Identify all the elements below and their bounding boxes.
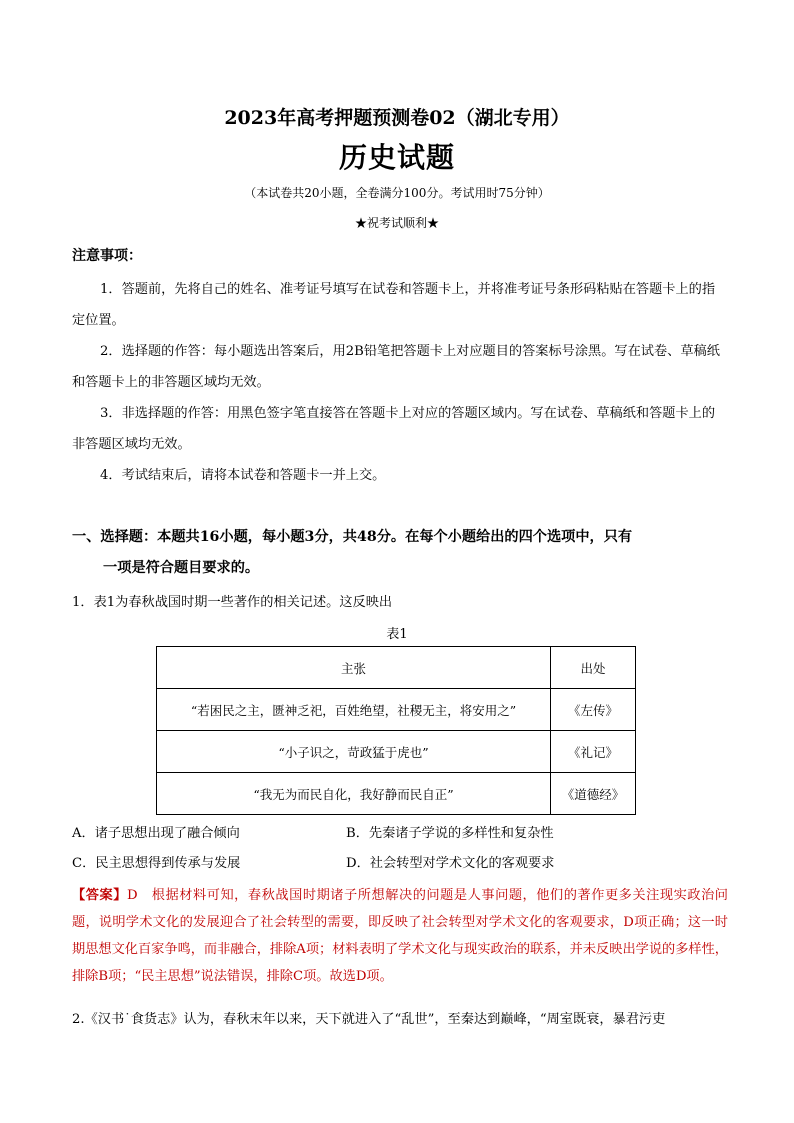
table-cell: “我无为而民自化，我好静而民自正” bbox=[157, 773, 551, 815]
table-cell: 《礼记》 bbox=[551, 731, 636, 773]
answer-text: D 根据材料可知，春秋战国时期诸子所想解决的问题是人事问题，他们的著作更多关注现实政治问题，说明学术文化的发展迎合了社会转型的需要，即反映了社会转型对学术文化的客观要求，D项正确；这一时期思想文化百家争鸣，而非融合，排除A项；材料表明了学术文化与现实政治的联系，并未反映出学说的多样性，排除B项；“民主思想”说法错误，排除C项。故选D项。 bbox=[72, 888, 728, 984]
question-2-stem: 2.《汉书˙食货志》认为，春秋末年以来，天下就进入了“乱世”，至秦达到巅峰，“周室既衰，暴君污吏 bbox=[72, 1012, 666, 1027]
option-d: D．社会转型对学术文化的客观要求 bbox=[346, 856, 555, 871]
exam-info: （本试卷共20小题，全卷满分100分。考试用时75分钟） bbox=[244, 186, 550, 200]
notice-item-3: 3．非选择题的作答：用黑色签字笔直接答在答题卡上对应的答题区域内。写在试卷、草稿纸和答题卡上的非答题区域均无效。 bbox=[72, 406, 716, 452]
table-cell: “若困民之主，匮神乏祀，百姓绝望，社稷无主，将安用之” bbox=[157, 689, 551, 731]
table-row bbox=[157, 773, 636, 815]
table-row bbox=[157, 689, 636, 731]
section-heading-line2: 一项是符合题目要求的。 bbox=[103, 560, 260, 576]
table-row bbox=[157, 731, 636, 773]
section-heading bbox=[72, 522, 732, 584]
notice-item-1: 1．答题前，先将自己的姓名、准考证号填写在试卷和答题卡上，并将准考证号条形码粘贴在答题卡上的指定位置。 bbox=[72, 282, 716, 328]
table-header-cell: 出处 bbox=[551, 647, 636, 689]
notice-item-4: 4．考试结束后，请将本试卷和答题卡一并上交。 bbox=[100, 468, 386, 483]
table-header-row bbox=[157, 647, 636, 689]
table-header-cell: 主张 bbox=[157, 647, 551, 689]
table-cell: 《左传》 bbox=[551, 689, 636, 731]
answer-explanation bbox=[72, 882, 728, 990]
good-luck-line: ★祝考试顺利★ bbox=[354, 216, 439, 230]
exam-title: 2023年高考押题预测卷02（湖北专用） bbox=[224, 107, 570, 129]
option-c: C．民主思想得到传承与发展 bbox=[72, 856, 241, 871]
section-heading-line1: 一、选择题：本题共16小题，每小题3分，共48分。在每个小题给出的四个选项中，只有 bbox=[72, 529, 633, 545]
question-1-table bbox=[156, 646, 636, 815]
answer-tag: 【答案】 bbox=[72, 888, 127, 903]
notice-heading: 注意事项： bbox=[72, 248, 142, 264]
subject-title: 历史试题 bbox=[338, 141, 455, 174]
table-cell: 《道德经》 bbox=[551, 773, 636, 815]
table-cell: “小子识之，苛政猛于虎也” bbox=[157, 731, 551, 773]
question-1-stem: 1．表1为春秋战国时期一些著作的相关记述。这反映出 bbox=[72, 595, 393, 610]
option-b: B．先秦诸子学说的多样性和复杂性 bbox=[346, 826, 554, 841]
table-caption: 表1 bbox=[386, 627, 408, 642]
option-a: A．诸子思想出现了融合倾向 bbox=[72, 826, 240, 841]
notice-item-2: 2．选择题的作答：每小题选出答案后，用2B铅笔把答题卡上对应题目的答案标号涂黑。写在试卷、草稿纸和答题卡上的非答题区域均无效。 bbox=[72, 344, 720, 390]
